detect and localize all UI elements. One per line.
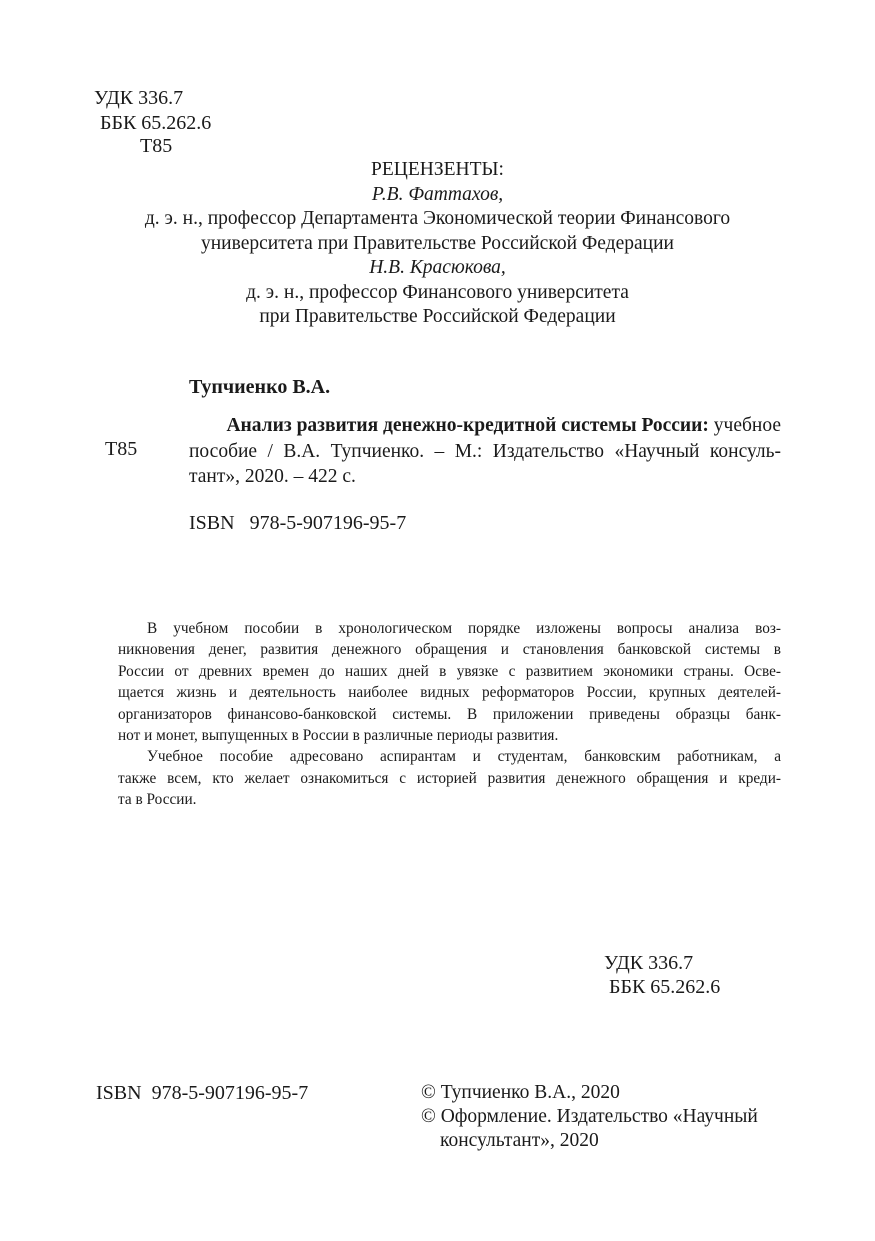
book-title: Анализ развития денежно-кредитной системы России: [226, 415, 709, 436]
author-mark-top: Т85 [140, 135, 173, 157]
bbk-code-top: ББК 65.262.6 [100, 112, 212, 134]
abstract-p1-line-3: России от древних времен до наших дней в увязке с развитием экономики страны. Осве- [118, 662, 781, 680]
abstract [118, 618, 781, 811]
reviewer-2-affiliation-line-2: при Правительстве Российской Федерации [259, 306, 616, 327]
abstract-p2-line-2: также всем, кто желает ознакомиться с историей развития денежного обращения и креди- [118, 769, 781, 787]
reviewer-1-affiliation-line-2: университета при Правительстве Российской Федерации [201, 232, 674, 254]
copyright-block [421, 1081, 758, 1153]
isbn-bibliography: ISBN 978-5-907196-95-7 [189, 512, 407, 534]
book-title-rest: учебное [708, 415, 781, 436]
abstract-p1-line-5: организаторов финансово-банковской системы. В приложении приведены образцы банк- [118, 705, 781, 723]
biblio-line-2: пособие / В.А. Тупчиенко. – М.: Издательство «Научный консуль- [189, 440, 781, 462]
abstract-p1-line-2: никновения денег, развития денежного обращения и становления банковской системы в [118, 641, 781, 659]
biblio-line-3: тант», 2020. – 422 с. [189, 466, 356, 488]
reviewer-1-name: Р.В. Фаттахов, [371, 183, 504, 205]
copyright-design-line-2: консультант», 2020 [440, 1130, 599, 1151]
copyright-design-line-1: © Оформление. Издательство «Научный [421, 1106, 758, 1127]
isbn-footer: ISBN 978-5-907196-95-7 [96, 1082, 309, 1104]
author-mark-bibliography: Т85 [105, 438, 138, 460]
udk-code-bottom: УДК 336.7 [604, 952, 694, 974]
abstract-p2-line-3: та в России. [118, 791, 197, 809]
bbk-code-bottom: ББК 65.262.6 [609, 976, 721, 998]
abstract-p1-line-1: В учебном пособии в хронологическом порядке изложены вопросы анализа воз- [147, 620, 781, 637]
abstract-p1-line-4: щается жизнь и деятельность наиболее видных реформаторов России, крупных деятелей- [118, 684, 781, 702]
abstract-p2-line-1: Учебное пособие адресовано аспирантам и студентам, банковским работникам, а [147, 748, 781, 766]
reviewers-title: РЕЦЕНЗЕНТЫ: [371, 159, 504, 180]
reviewer-2-name: Н.В. Красюкова, [369, 257, 506, 278]
reviewer-1-affiliation-line-1: д. э. н., профессор Департамента Экономической теории Финансового [144, 208, 731, 229]
reviewer-2-affiliation-line-1: д. э. н., профессор Финансового университета [246, 281, 629, 303]
biblio-line-1 [189, 413, 781, 439]
abstract-p1-line-6: нот и монет, выпущенных в России в различные периоды развития. [118, 727, 559, 745]
copyright-author: © Тупчиенко В.А., 2020 [421, 1082, 620, 1103]
udk-code-top: УДК 336.7 [94, 87, 184, 109]
book-author: Тупчиенко В.А. [189, 376, 331, 398]
reviewers-section [60, 158, 815, 330]
bibliographic-description [189, 413, 781, 490]
